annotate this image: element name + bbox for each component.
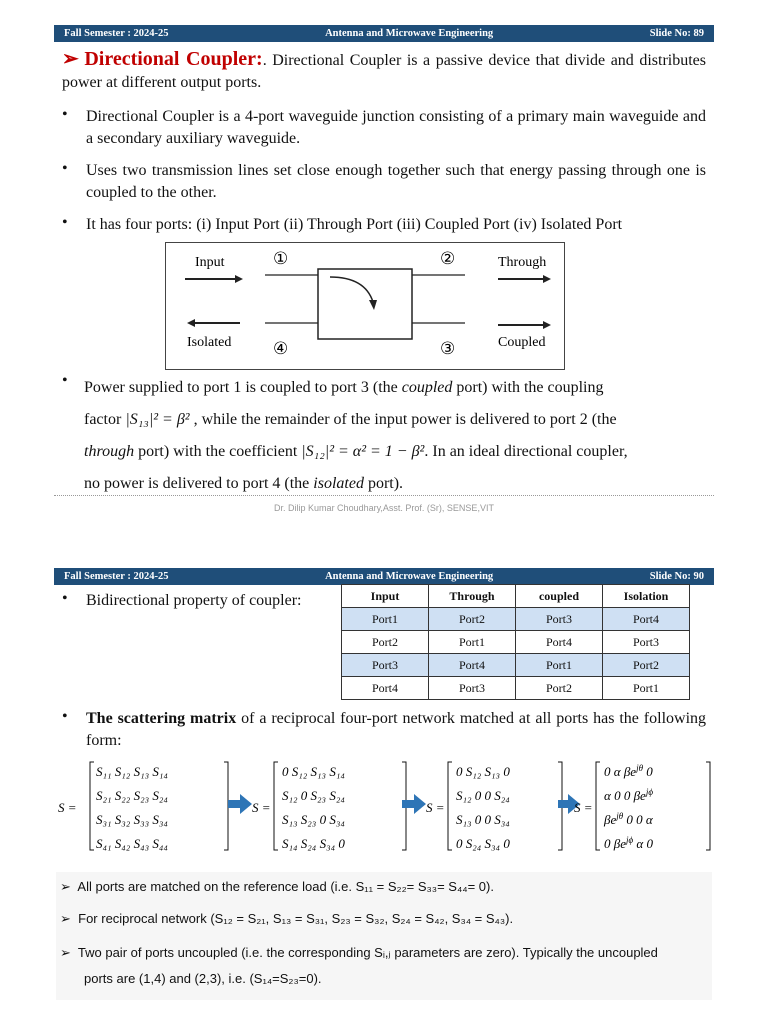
- bullet-dot: •: [62, 590, 68, 607]
- course-title: Antenna and Microwave Engineering: [325, 571, 494, 582]
- svg-text:S =: S =: [574, 800, 593, 815]
- semester-label: Fall Semester : 2024-25: [64, 571, 169, 582]
- isolated-label: Isolated: [187, 335, 232, 350]
- slide-number: Slide No: 90: [649, 571, 704, 582]
- course-title: Antenna and Microwave Engineering: [325, 28, 494, 39]
- svg-text:βejθ 0 0 α: $\beta e^{j\theta}$ 0 0 α: [604, 811, 653, 827]
- svg-text:S =: S =: [252, 800, 271, 815]
- svg-text:S₃₁ S₃₂ S₃₃ S₃₄: S₃₁ S₃₂ S₃₃ S₃₄: [96, 812, 168, 827]
- scattering-matrices: [58, 756, 718, 860]
- bullet-dot: •: [62, 708, 68, 725]
- svg-text:S₁₃ 0 0 S₃₄: S₁₃ 0 0 S₃₄: [456, 812, 510, 827]
- slide-header: [54, 25, 714, 42]
- table-cell: Port1: [429, 631, 516, 654]
- bullet-text-2: Uses two transmission lines set close enough together such that energy passing through one is coupled to the other.: [86, 162, 706, 201]
- table-cell: Port3: [516, 608, 603, 631]
- table-cell: Port4: [516, 631, 603, 654]
- svg-text:S =: S =: [426, 800, 445, 815]
- svg-text:S₁₁ S₁₂ S₁₃ S₁₄: S₁₁ S₁₂ S₁₃ S₁₄: [96, 764, 168, 779]
- table-cell: Port2: [603, 654, 690, 677]
- svg-text:S₁₄ S₂₄ S₃₄ 0: S₁₄ S₂₄ S₃₄ 0: [282, 836, 345, 851]
- table-cell: Port3: [342, 654, 429, 677]
- slide-footer: Dr. Dilip Kumar Choudhary,Asst. Prof. (Sr), SENSE,VIT: [274, 503, 494, 513]
- table-cell: Port3: [429, 677, 516, 700]
- bullet-dot: •: [62, 372, 68, 389]
- bullet-dot: •: [62, 214, 68, 231]
- note-1: ➢ All ports are matched on the reference load (i.e. S₁₁ = S₂₂= S₃₃= S₄₄= 0).: [60, 879, 494, 894]
- note-2: ➢ For reciprocal network (S₁₂ = S₂₁, S₁₃ = S₃₁, S₂₃ = S₃₂, S₂₄ = S₄₂, S₃₄ = S₄₃).: [60, 911, 514, 926]
- bidirectional-table: [341, 584, 690, 700]
- svg-text:S₁₂ 0 0 S₂₄: S₁₂ 0 0 S₂₄: [456, 788, 510, 803]
- power-paragraph: [84, 372, 706, 500]
- power-text: port) with the coefficient: [134, 443, 302, 460]
- bullet-dot: •: [62, 160, 68, 177]
- svg-text:0 S₂₄ S₃₄ 0: 0 S₂₄ S₃₄ 0: [456, 836, 510, 851]
- table-cell: Port1: [516, 654, 603, 677]
- power-text: Power supplied to port 1 is coupled to port 3 (the: [84, 379, 402, 396]
- coupler-diagram: [165, 242, 565, 370]
- table-cell: Port4: [342, 677, 429, 700]
- port-4-label: ④: [273, 339, 289, 359]
- table-cell: Port1: [342, 608, 429, 631]
- coupled-label: Coupled: [498, 335, 546, 350]
- footer-divider: [54, 495, 714, 496]
- slide-90: [0, 560, 768, 1024]
- coupled-term: coupled: [401, 379, 453, 396]
- svg-text:S₂₁ S₂₂ S₂₃ S₂₄: S₂₁ S₂₂ S₂₃ S₂₄: [96, 788, 168, 803]
- intro-paragraph: [62, 48, 706, 94]
- through-equation: |S₁₂|² = α² = 1 − β²: [301, 443, 425, 460]
- note-text: For reciprocal network (S₁₂ = S₂₁, S₁₃ = S₃₁, S₂₃ = S₃₂, S₂₄ = S₄₂, S₃₄ = S₄₃).: [78, 911, 514, 926]
- port-3-label: ③: [440, 339, 456, 359]
- port-1-label: ①: [273, 249, 289, 269]
- table-header: coupled: [516, 585, 603, 608]
- scattering-term: The scattering matrix: [86, 710, 237, 727]
- svg-text:S₁₃ S₂₃ 0 S₃₄: S₁₃ S₂₃ 0 S₃₄: [282, 812, 345, 827]
- scattering-paragraph: [86, 708, 706, 752]
- bullet-text-1: Directional Coupler is a 4-port waveguide junction consisting of a primary main waveguide and a secondary auxiliary waveguide.: [86, 108, 706, 147]
- table-cell: Port3: [603, 631, 690, 654]
- coupler-box: [318, 269, 412, 339]
- bidirectional-label: Bidirectional property of coupler:: [86, 592, 302, 609]
- svg-text:0 βejϕ α 0: 0 $\beta e^{j\phi}$ α 0: [604, 835, 653, 851]
- note-3: ➢ Two pair of ports uncoupled (i.e. the corresponding Sᵢ,ⱼ parameters are zero). Typically the uncoupled: [60, 945, 658, 960]
- svg-text:0 α βejθ 0: 0 α $\beta e^{j\theta}$ 0: [604, 763, 653, 779]
- table-row: [342, 608, 690, 631]
- isolated-term: isolated: [313, 475, 364, 492]
- slide-number: Slide No: 89: [649, 28, 704, 39]
- table-cell: Port4: [603, 608, 690, 631]
- table-cell: Port4: [429, 654, 516, 677]
- table-cell: Port2: [516, 677, 603, 700]
- port-2-label: ②: [440, 249, 456, 269]
- svg-text:α 0 0 βejϕ: α 0 0 $\beta e^{j\phi}$: [604, 787, 653, 803]
- table-header-row: [342, 585, 690, 608]
- note-text: Two pair of ports uncoupled (i.e. the corresponding Sᵢ,ⱼ parameters are zero). Typically the uncoupled: [77, 945, 658, 960]
- table-cell: Port2: [342, 631, 429, 654]
- note-3-continued: ports are (1,4) and (2,3), i.e. (S₁₄=S₂₃=0).: [84, 971, 322, 986]
- through-term: through: [84, 443, 135, 460]
- table-cell: Port2: [429, 608, 516, 631]
- intro-text: . Directional Coupler is a passive device that divide and distributes power at different output ports.: [62, 52, 707, 91]
- section-title: Directional Coupler:: [84, 48, 263, 70]
- input-label: Input: [195, 255, 225, 270]
- power-text: , while the remainder of the input power is delivered to port 2 (the: [189, 411, 617, 428]
- table-cell: Port1: [603, 677, 690, 700]
- table-row: [342, 677, 690, 700]
- table-header: Input: [342, 585, 429, 608]
- svg-text:S =: S =: [58, 800, 77, 815]
- slide-header: [54, 568, 714, 585]
- power-text: factor: [84, 411, 126, 428]
- svg-text:S₄₁ S₄₂ S₄₃ S₄₄: S₄₁ S₄₂ S₄₃ S₄₄: [96, 836, 168, 851]
- table-header: Through: [429, 585, 516, 608]
- svg-text:0 S₁₂ S₁₃ S₁₄: 0 S₁₂ S₁₃ S₁₄: [282, 764, 345, 779]
- coupling-equation: |S₁₃|² = β²: [125, 411, 190, 428]
- power-text: port).: [363, 475, 404, 492]
- power-text: no power is delivered to port 4 (the: [84, 475, 314, 492]
- table-row: [342, 631, 690, 654]
- table-header: Isolation: [603, 585, 690, 608]
- semester-label: Fall Semester : 2024-25: [64, 28, 169, 39]
- bullet-text-3: It has four ports: (i) Input Port (ii) Through Port (iii) Coupled Port (iv) Isolated Port: [86, 216, 623, 233]
- power-text: port) with the coupling: [452, 379, 604, 396]
- table-row: [342, 654, 690, 677]
- arrow-right-icon: [228, 794, 252, 814]
- bullet-dot: •: [62, 106, 68, 123]
- svg-text:0 S₁₂ S₁₃ 0: 0 S₁₂ S₁₃ 0: [456, 764, 510, 779]
- note-text: All ports are matched on the reference load (i.e. S₁₁ = S₂₂= S₃₃= S₄₄= 0).: [77, 879, 494, 894]
- through-label: Through: [498, 255, 547, 270]
- arrow-bullet-icon: ➢: [62, 48, 79, 70]
- power-text: . In an ideal directional coupler,: [424, 443, 628, 460]
- scattering-text: of a reciprocal four-port network matched at all ports has the following form:: [86, 710, 707, 749]
- svg-text:S₁₂ 0 S₂₃ S₂₄: S₁₂ 0 S₂₃ S₂₄: [282, 788, 345, 803]
